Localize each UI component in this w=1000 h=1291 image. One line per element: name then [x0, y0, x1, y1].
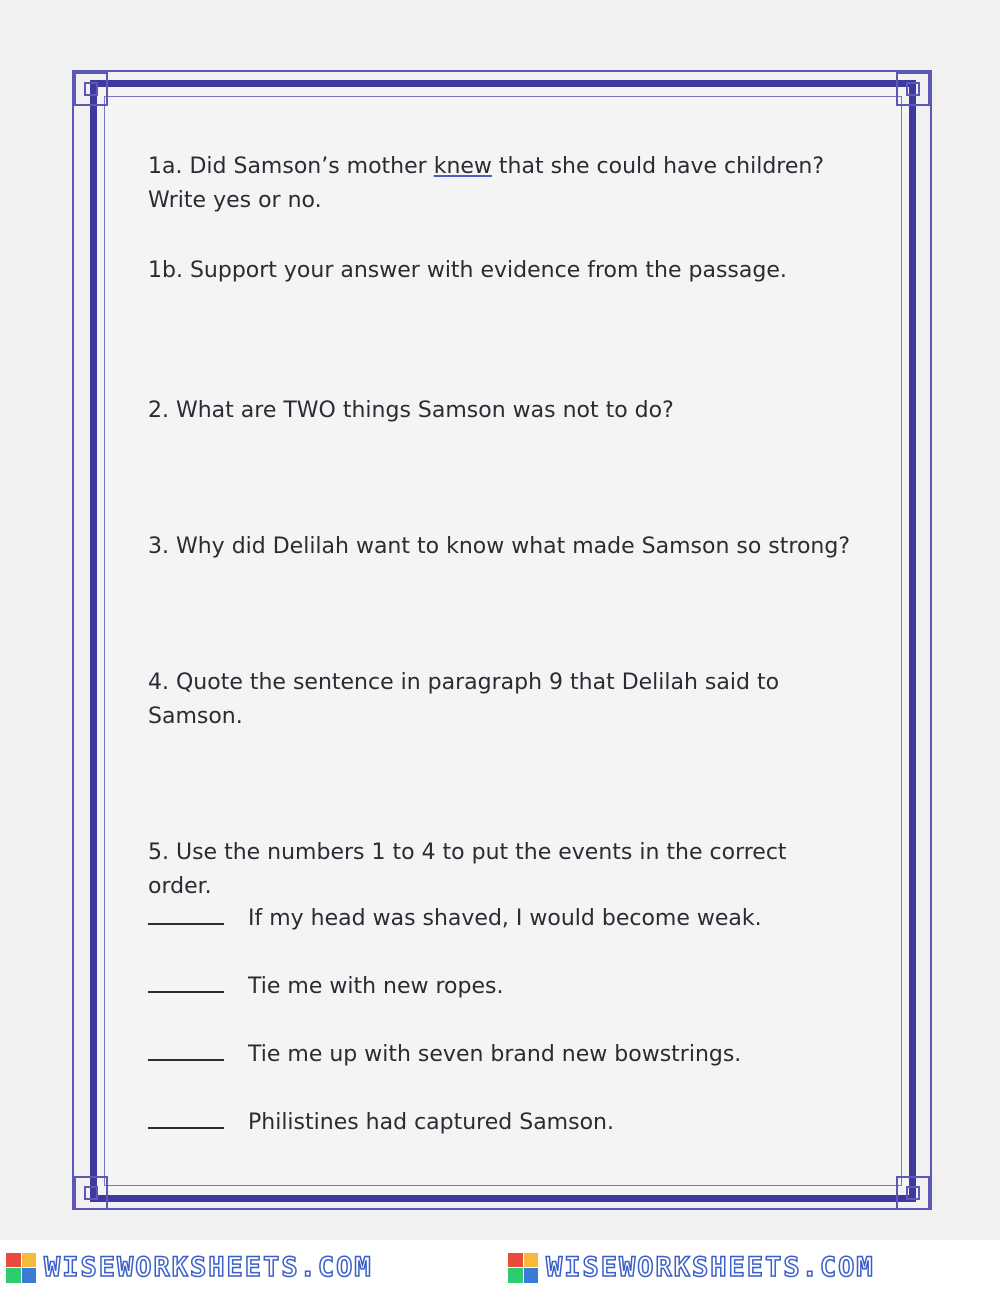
brand-watermark: [6, 1252, 373, 1283]
question-4: [148, 666, 868, 734]
question-3: 3. Why did Delilah want to know what made Samson so strong?: [148, 534, 850, 559]
event-text: If my head was shaved, I would become weak.: [248, 906, 762, 931]
answer-blank[interactable]: [148, 977, 224, 993]
question-5: [148, 836, 868, 904]
event-text: Tie me with new ropes.: [248, 974, 504, 999]
event-item: [148, 902, 868, 936]
watermark-footer: [0, 1240, 1000, 1291]
question-1b: 1b. Support your answer with evidence from the passage.: [148, 258, 787, 283]
frame-corner-ornament: [896, 72, 930, 106]
frame-corner-ornament: [74, 72, 108, 106]
question-4-line-2: Samson.: [148, 704, 243, 729]
brand-watermark: [508, 1252, 875, 1283]
question-4-line-1: 4. Quote the sentence in paragraph 9 that Delilah said to: [148, 670, 780, 695]
question-1a-underlined-word: knew: [433, 154, 492, 179]
event-item: [148, 1106, 868, 1140]
question-1a-text: 1a. Did Samson’s mother: [148, 154, 434, 179]
event-text: Philistines had captured Samson.: [248, 1110, 614, 1135]
answer-blank[interactable]: [148, 909, 224, 925]
event-item: [148, 1038, 868, 1072]
question-5-line-1: 5. Use the numbers 1 to 4 to put the events in the correct: [148, 840, 787, 865]
question-5-line-2: order.: [148, 874, 212, 899]
frame-corner-ornament: [896, 1176, 930, 1210]
event-item: [148, 970, 868, 1004]
brand-watermark-text: WISEWORKSHEETS.COM: [546, 1252, 875, 1283]
question-1a-instruction: Write yes or no.: [148, 188, 322, 213]
brand-logo-icon: [508, 1253, 538, 1283]
event-text: Tie me up with seven brand new bowstrings.: [248, 1042, 742, 1067]
question-2: 2. What are TWO things Samson was not to do?: [148, 398, 674, 423]
brand-watermark-text: WISEWORKSHEETS.COM: [44, 1252, 373, 1283]
answer-blank[interactable]: [148, 1113, 224, 1129]
frame-corner-ornament: [74, 1176, 108, 1210]
question-1a: [148, 150, 868, 218]
question-1a-text-end: that she could have children?: [491, 154, 825, 179]
answer-blank[interactable]: [148, 1045, 224, 1061]
brand-logo-icon: [6, 1253, 36, 1283]
